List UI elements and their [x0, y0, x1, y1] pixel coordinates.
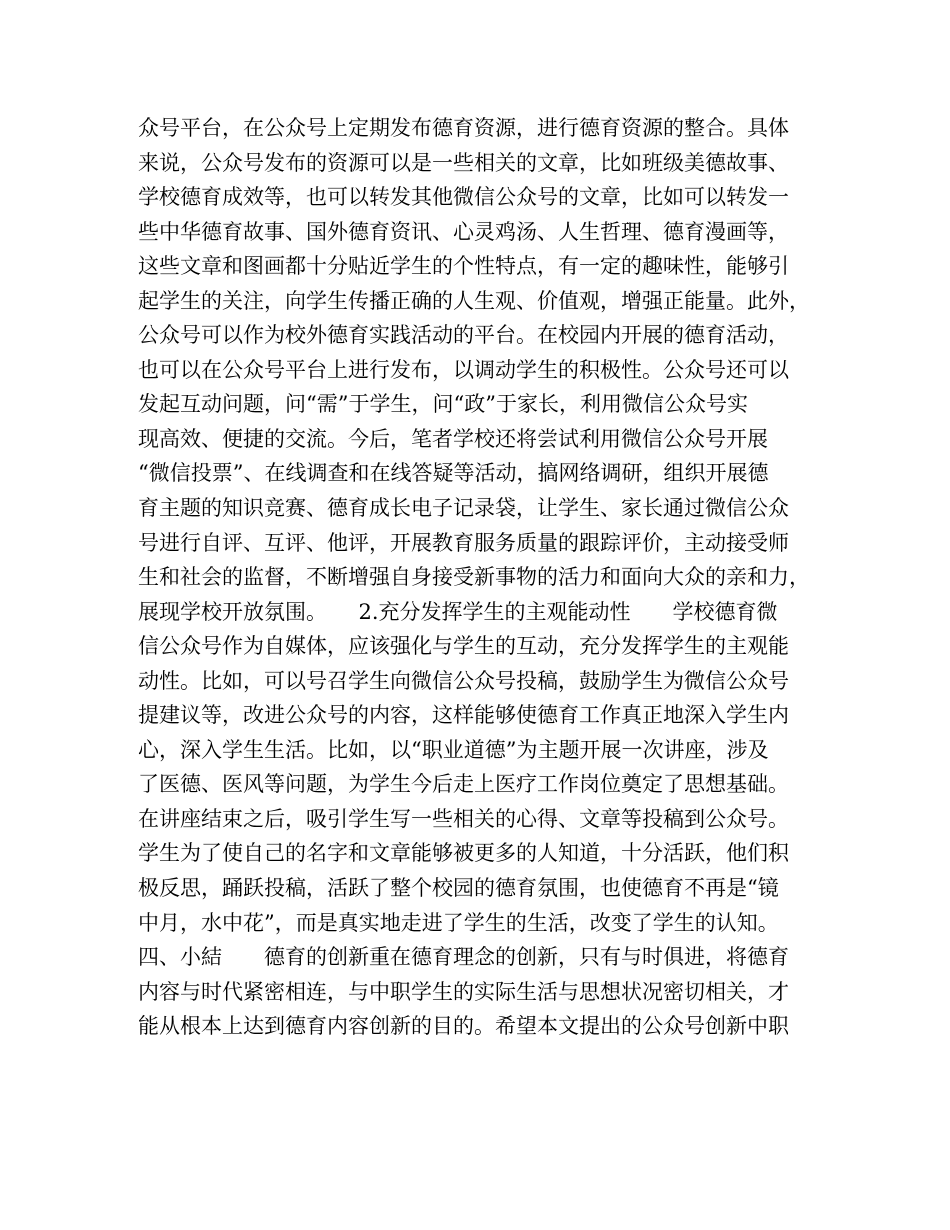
- text-line: 号进行自评、互评、他评，开展教育服务质量的跟踪评价，主动接受师: [138, 530, 789, 555]
- text-line: 极反思，踊跃投稿，活跃了整个校园的德育氛围，也使德育不再是“镜: [138, 876, 779, 901]
- body-text: [138, 111, 838, 1044]
- text-line: 在讲座结束之后，吸引学生写一些相关的心得、文章等投稿到公众号。: [138, 806, 789, 831]
- text-line: 动性。比如，可以号召学生向微信公众号投稿，鼓励学生为微信公众号: [138, 668, 789, 693]
- text-line: 能从根本上达到德育内容创新的目的。希望本文提出的公众号创新中职: [138, 1014, 789, 1039]
- text-line: 公众号可以作为校外德育实践活动的平台。在校园内开展的德育活动，: [138, 323, 789, 348]
- text-line: 这些文章和图画都十分贴近学生的个性特点，有一定的趣味性，能够引: [138, 254, 789, 279]
- text-line: 众号平台，在公众号上定期发布德育资源，进行德育资源的整合。具体: [138, 116, 789, 140]
- text-line: 展现学校开放氛围。 2.充分发挥学生的主观能动性 学校德育微: [138, 599, 778, 624]
- text-line: 提建议等，改进公众号的内容，这样能够使德育工作真正地深入学生内: [138, 703, 789, 728]
- text-line: 生和社会的监督，不断增强自身接受新事物的活力和面向大众的亲和力，: [138, 565, 810, 590]
- text-line: 现高效、便捷的交流。今后，笔者学校还将尝试利用微信公众号开展: [138, 426, 768, 451]
- text-line: 信公众号作为自媒体，应该强化与学生的互动，充分发挥学生的主观能: [138, 634, 789, 659]
- text-line: 些中华德育故事、国外德育资讯、心灵鸡汤、人生哲理、德育漫画等，: [138, 219, 789, 244]
- text-line: 发起互动问题，问“需”于学生，问“政”于家长，利用微信公众号实: [138, 392, 748, 417]
- text-line: 了医德、医风等问题，为学生今后走上医疗工作岗位奠定了思想基础。: [138, 772, 789, 797]
- text-line: 育主题的知识竞赛、德育成长电子记录袋，让学生、家长通过微信公众: [138, 496, 789, 521]
- text-line: 四、小結 德育的创新重在德育理念的创新，只有与时俱进，将德育: [138, 945, 789, 970]
- text-line: 中月，水中花”，而是真实地走进了学生的生活，改变了学生的认知。: [138, 910, 779, 935]
- text-line: 也可以在公众号平台上进行发布，以调动学生的积极性。公众号还可以: [138, 357, 789, 382]
- text-line: “微信投票”、在线调查和在线答疑等活动，搞网络调研，组织开展德: [138, 461, 769, 486]
- text-line: 学生为了使自己的名字和文章能够被更多的人知道，十分活跃，他们积: [138, 841, 789, 866]
- text-line: 内容与时代紧密相连，与中职学生的实际生活与思想状况密切相关，才: [138, 979, 789, 1004]
- text-line: 心，深入学生生活。比如，以“职业道德”为主题开展一次讲座，涉及: [138, 737, 769, 762]
- text-line: 起学生的关注，向学生传播正确的人生观、价值观，增强正能量。此外，: [138, 288, 810, 313]
- text-line: 来说，公众号发布的资源可以是一些相关的文章，比如班级美德故事、: [138, 150, 789, 175]
- text-line: 学校德育成效等，也可以转发其他微信公众号的文章，比如可以转发一: [138, 185, 789, 210]
